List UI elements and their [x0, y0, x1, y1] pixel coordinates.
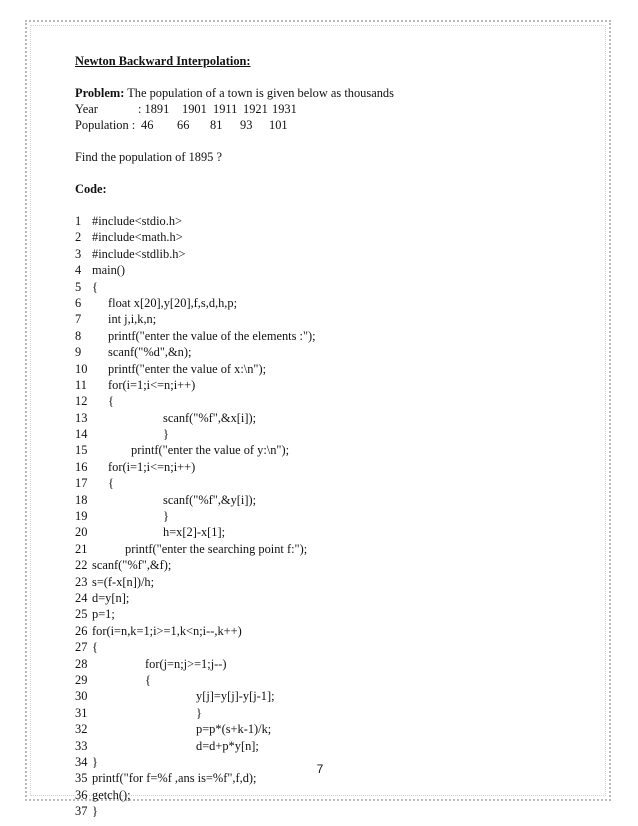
line-number: 15 [75, 443, 88, 458]
code-text: for(i=1;i<=n;i++) [108, 377, 196, 392]
code-text: { [92, 640, 98, 655]
line-number: 4 [75, 263, 82, 278]
code-text: } [163, 509, 169, 524]
year-label: Year [75, 102, 98, 116]
population-value: 66 [177, 118, 190, 132]
code-text: } [196, 705, 202, 720]
code-line [75, 705, 575, 721]
line-number: 32 [75, 722, 88, 737]
line-number: 14 [75, 427, 88, 442]
line-number: 9 [75, 345, 82, 360]
code-line [75, 492, 575, 508]
code-line [75, 606, 575, 622]
code-text: } [163, 427, 169, 442]
line-number: 19 [75, 509, 88, 524]
code-line [75, 229, 575, 245]
line-number: 18 [75, 492, 88, 507]
population-value: 93 [240, 118, 253, 132]
code-line [75, 311, 575, 327]
code-line [75, 803, 575, 819]
code-text: for(j=n;j>=1;j--) [145, 656, 227, 671]
code-listing [75, 213, 575, 819]
year-value: 1911 [213, 102, 238, 116]
question: Find the population of 1895 ? [75, 150, 222, 164]
line-number: 30 [75, 689, 88, 704]
code-text: printf("enter the searching point f:"); [125, 541, 308, 556]
document-body [75, 53, 575, 819]
code-text: printf("enter the value of the elements :"); [108, 328, 316, 343]
code-text: h=x[2]-x[1]; [163, 525, 226, 540]
code-text: scanf("%f",&f); [92, 558, 172, 573]
code-line [75, 787, 575, 803]
population-value: 101 [269, 118, 288, 132]
line-number: 2 [75, 230, 82, 245]
code-line [75, 656, 575, 672]
year-value: : 1891 [138, 102, 170, 116]
code-text: { [145, 672, 151, 687]
code-line [75, 475, 575, 491]
line-number: 25 [75, 607, 88, 622]
code-text: #include<math.h> [92, 230, 183, 245]
line-number: 1 [75, 214, 82, 228]
code-text: p=p*(s+k-1)/k; [196, 722, 272, 737]
code-line [75, 213, 575, 229]
population-row [75, 117, 575, 133]
line-number: 11 [75, 377, 87, 392]
code-text: getch(); [92, 787, 131, 802]
code-line [75, 639, 575, 655]
code-text: float x[20],y[20],f,s,d,h,p; [108, 295, 238, 310]
page-number: 7 [316, 762, 324, 776]
line-number: 35 [75, 771, 88, 786]
code-text: { [92, 279, 98, 294]
code-text: printf("enter the value of x:\n"); [108, 361, 267, 376]
year-row [75, 101, 575, 117]
line-number: 6 [75, 295, 82, 310]
problem-statement [75, 85, 575, 101]
line-number: 27 [75, 640, 88, 655]
code-line [75, 246, 575, 262]
line-number: 5 [75, 279, 82, 294]
line-number: 3 [75, 246, 82, 261]
line-number: 37 [75, 804, 88, 819]
code-line [75, 688, 575, 704]
line-number: 31 [75, 705, 88, 720]
code-label: Code: [75, 182, 107, 196]
code-line [75, 410, 575, 426]
code-line [75, 590, 575, 606]
problem-label: Problem: [75, 86, 125, 100]
line-number: 10 [75, 361, 88, 376]
line-number: 24 [75, 590, 88, 605]
line-number: 23 [75, 574, 88, 589]
code-line [75, 279, 575, 295]
line-number: 28 [75, 656, 88, 671]
code-line [75, 672, 575, 688]
problem-text: The population of a town is given below as thousands [124, 86, 394, 100]
line-number: 29 [75, 672, 88, 687]
code-text: main() [92, 263, 126, 278]
code-line [75, 426, 575, 442]
year-value: 1931 [272, 102, 297, 116]
code-line [75, 344, 575, 360]
code-text: printf("enter the value of y:\n"); [131, 443, 290, 458]
code-line [75, 361, 575, 377]
line-number: 13 [75, 410, 88, 425]
line-number: 7 [75, 312, 82, 327]
page-title: Newton Backward Interpolation: [75, 54, 251, 68]
code-text: d=y[n]; [92, 590, 130, 605]
line-number: 17 [75, 476, 88, 491]
code-line [75, 442, 575, 458]
code-text: scanf("%f",&y[i]); [163, 492, 257, 507]
population-value: 46 [141, 118, 154, 132]
code-text: } [92, 804, 98, 819]
code-text: s=(f-x[n])/h; [92, 574, 155, 589]
line-number: 16 [75, 459, 88, 474]
code-text: scanf("%d",&n); [108, 345, 192, 360]
line-number: 22 [75, 558, 88, 573]
year-value: 1921 [243, 102, 268, 116]
code-line [75, 262, 575, 278]
line-number: 20 [75, 525, 88, 540]
line-number: 34 [75, 754, 88, 769]
code-line [75, 738, 575, 754]
code-line [75, 393, 575, 409]
code-text: #include<stdlib.h> [92, 246, 186, 261]
code-line [75, 524, 575, 540]
code-line [75, 459, 575, 475]
code-line [75, 295, 575, 311]
code-text: } [92, 754, 98, 769]
code-line [75, 508, 575, 524]
population-value: 81 [210, 118, 223, 132]
line-number: 8 [75, 328, 82, 343]
code-text: d=d+p*y[n]; [196, 738, 259, 753]
code-text: y[j]=y[j]-y[j-1]; [196, 689, 275, 704]
year-value: 1901 [182, 102, 207, 116]
code-line [75, 574, 575, 590]
code-line [75, 328, 575, 344]
code-line [75, 541, 575, 557]
code-line [75, 623, 575, 639]
code-text: int j,i,k,n; [108, 312, 157, 327]
line-number: 33 [75, 738, 88, 753]
code-text: printf("for f=%f ,ans is=%f",f,d); [92, 771, 257, 786]
population-label: Population : [75, 118, 136, 132]
code-text: #include<stdio.h> [92, 214, 183, 228]
code-line [75, 557, 575, 573]
code-text: scanf("%f",&x[i]); [163, 410, 257, 425]
code-text: { [108, 394, 114, 409]
code-text: for(i=1;i<=n;i++) [108, 459, 196, 474]
line-number: 26 [75, 623, 88, 638]
line-number: 21 [75, 541, 88, 556]
code-text: { [108, 476, 114, 491]
line-number: 12 [75, 394, 88, 409]
code-text: for(i=n,k=1;i>=1,k<n;i--,k++) [92, 623, 242, 638]
line-number: 36 [75, 787, 88, 802]
code-line [75, 377, 575, 393]
code-line [75, 721, 575, 737]
code-text: p=1; [92, 607, 115, 622]
